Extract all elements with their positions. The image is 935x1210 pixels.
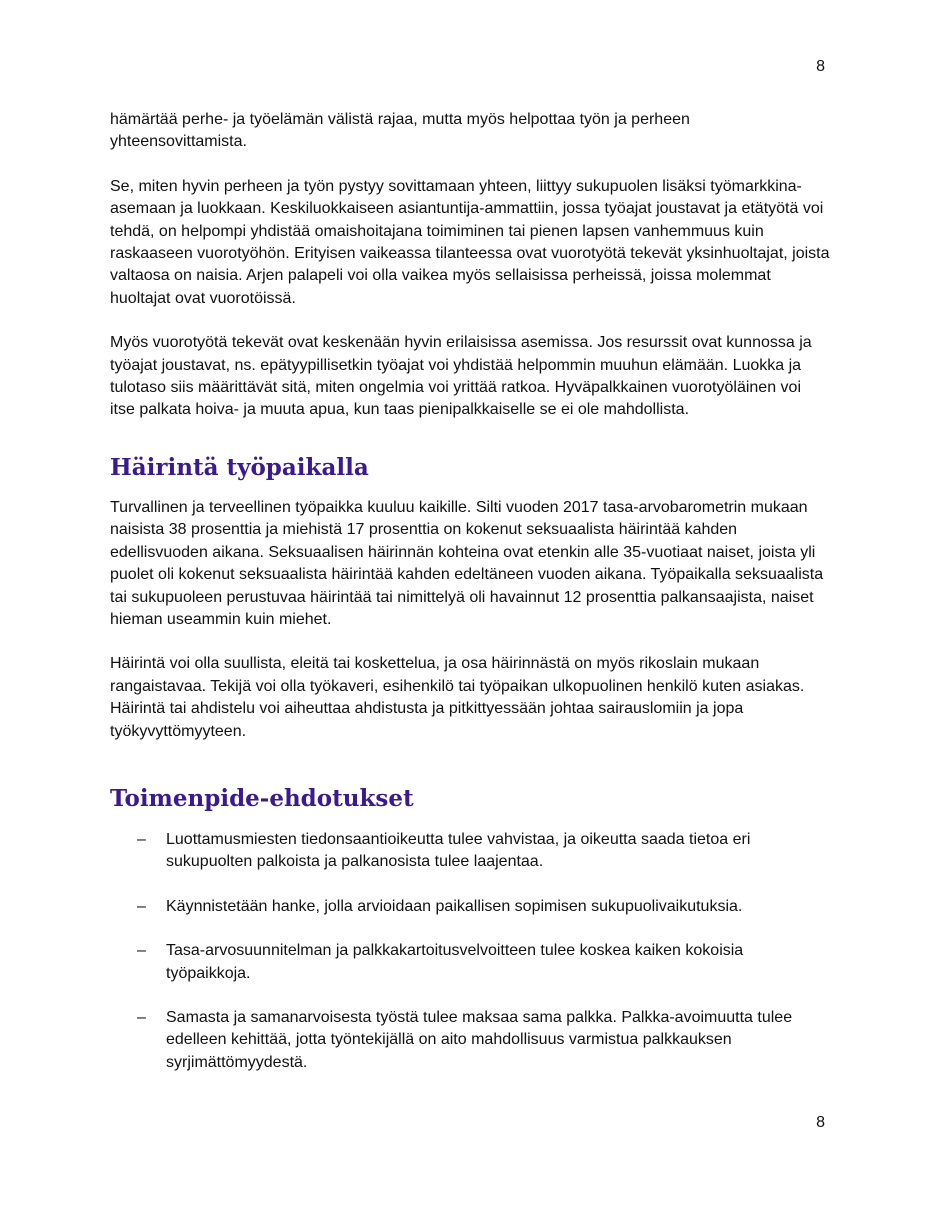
paragraph-harassment-statistics: Turvallinen ja terveellinen työpaikka kuuluu kaikille. Silti vuoden 2017 tasa-arvobarometrin mukaan naisista 38 prosenttia ja miehistä 17 prosenttia on kokenut seksuaalista häirintää kahden edellisvuoden aikana. Seksuaalisen häirinnän kohteina ovat etenkin alle 35-vuotiaat naiset, joista yli puolet oli kokenut seksuaalista häirintää kahden edeltäneen vuoden aikana. Työpaikalla seksuaalista tai sukupuoleen perustuvaa häirintää tai nimittelyä oli havainnut 12 prosenttia palkansaajista, naiset hieman useammin kuin miehet.	[110, 498, 824, 628]
dash-bullet-icon: –	[137, 897, 146, 915]
list-item	[110, 829, 830, 874]
dash-bullet-icon: –	[137, 830, 146, 848]
paragraph-work-family-class: Se, miten hyvin perheen ja työn pystyy sovittamaan yhteen, liittyy sukupuolen lisäksi työmarkkina-asemaan ja luokkaan. Keskiluokkaiseen asiantuntija-ammattiin, jossa työajat joustavat ja etätyötä voi tehdä, on helpompi yhdistää omaishoitajana toimiminen tai pienen lapsen vanhemmuus kuin raskaaseen vuorotyöhön. Erityisen vaikeassa tilanteessa ovat vuorotyötä tekevät yksinhuoltajat, joista valtaosa on naisia. Arjen palapeli voi olla vaikea myös sellaisissa perheissä, joissa molemmat huoltajat ovat vuorotöissä.	[110, 177, 830, 307]
list-item	[110, 896, 830, 918]
list-item-text: Tasa-arvosuunnitelman ja palkkakartoitusvelvoitteen tulee koskea kaiken kokoisia työpaikkoja.	[166, 942, 744, 982]
list-item	[110, 940, 830, 985]
page-number-bottom: 8	[816, 1114, 825, 1131]
heading-action-proposals: Toimenpide-ehdotukset	[110, 784, 414, 812]
document-body	[110, 109, 830, 1096]
heading-harassment: Häirintä työpaikalla	[110, 453, 369, 481]
dash-bullet-icon: –	[137, 942, 146, 960]
paragraph-shift-work: Myös vuorotyötä tekevät ovat keskenään hyvin erilaisissa asemissa. Jos resurssit ovat kunnossa ja työajat joustavat, ns. epätyypillisetkin työajat voi yhdistää helpommin muuhun elämään. Luokka ja tulotaso siis määrittävät sitä, miten ongelmia voi yrittää ratkoa. Hyväpalkkainen vuorotyöläinen voi itse palkata hoiva- ja muuta apua, kun taas pienipalkkaiselle se ei ole mahdollista.	[110, 334, 812, 419]
page-number-top: 8	[816, 58, 825, 75]
paragraph-work-family-continuation: hämärtää perhe- ja työelämän välistä rajaa, mutta myös helpottaa työn ja perheen yhteensovittamista.	[110, 111, 690, 151]
action-proposals-list	[110, 829, 830, 1074]
list-item-text: Samasta ja samanarvoisesta työstä tulee maksaa sama palkka. Palkka-avoimuutta tulee edelleen kehittää, jotta työntekijällä on aito mahdollisuus varmistua palkkauksen syrjimättömyydestä.	[166, 1008, 793, 1071]
list-item-text: Luottamusmiesten tiedonsaantioikeutta tulee vahvistaa, ja oikeutta saada tietoa eri sukupuolten palkoista ja palkanosista tulee laajentaa.	[166, 830, 751, 871]
list-item	[110, 1007, 830, 1074]
paragraph-harassment-forms: Häirintä voi olla suullista, eleitä tai koskettelua, ja osa häirinnästä on myös rikoslain mukaan rangaistavaa. Tekijä voi olla työkaveri, esihenkilö tai työpaikan ulkopuolinen henkilö kuten asiakas. Häirintä tai ahdistelu voi aiheuttaa ahdistusta ja pitkittyessään johtaa sairauslomiin ja jopa työkyvyttömyyteen.	[110, 655, 805, 740]
list-item-text: Käynnistetään hanke, jolla arvioidaan paikallisen sopimisen sukupuolivaikutuksia.	[166, 897, 743, 915]
dash-bullet-icon: –	[137, 1008, 146, 1026]
